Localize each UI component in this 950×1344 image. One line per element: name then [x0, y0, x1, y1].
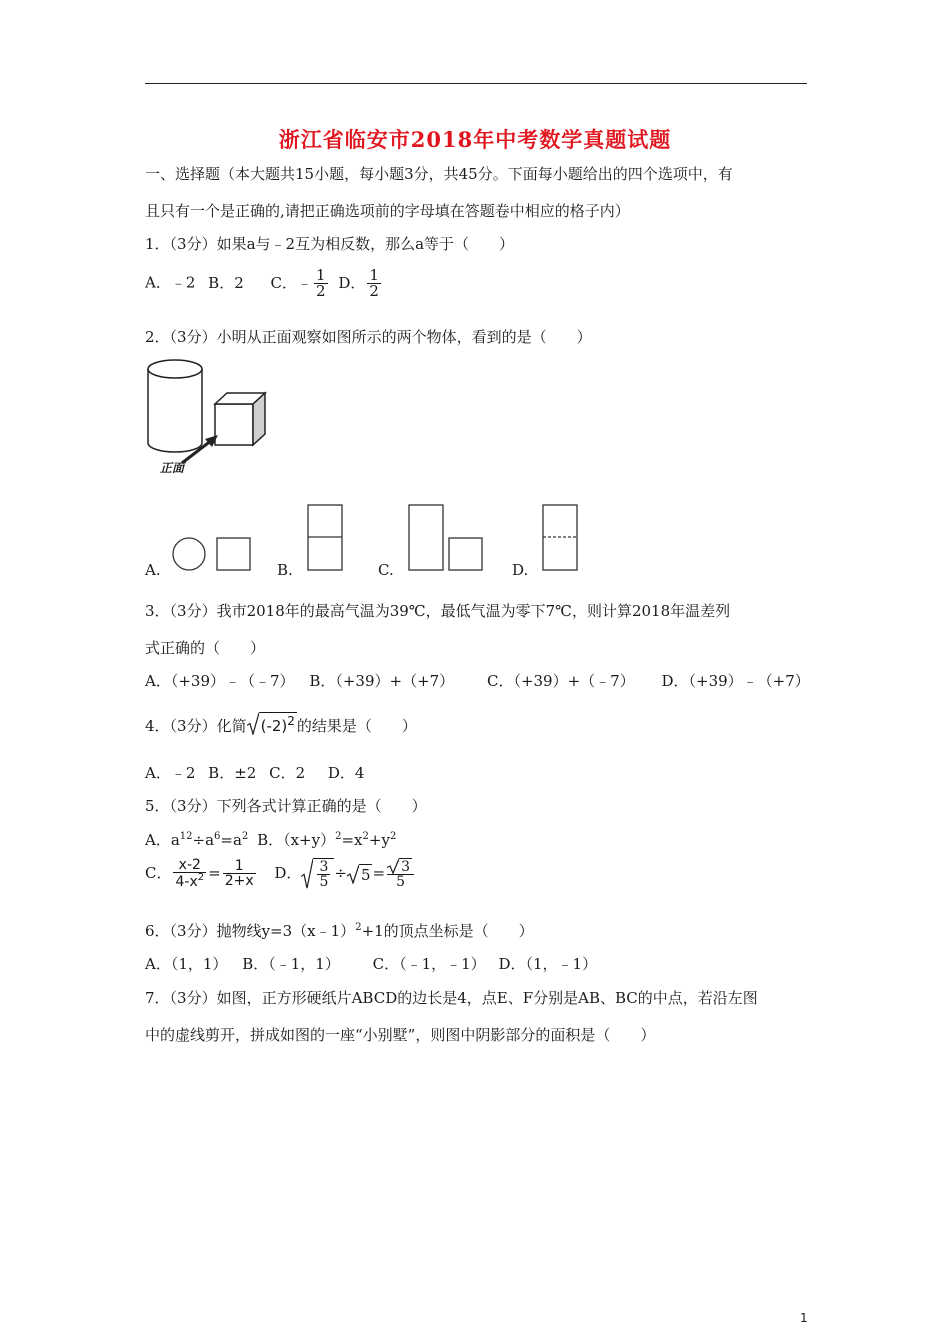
- section-instructions-line1: 一、选择题（本大题共15小题，每小题3分，共45分。下面每小题给出的四个选项中，有: [145, 165, 733, 183]
- q6-option-b: B．（﹣1，1）: [242, 955, 340, 973]
- question-7-stem-line2: 中的虚线剪开，拼成如图的一座“小别墅”，则图中阴影部分的面积是（ ）: [145, 1026, 656, 1044]
- question-5-options-ab: [145, 829, 396, 850]
- q4-option-c: C．2: [269, 764, 306, 782]
- q1-option-d: D． $\frac{1}{2}$: [338, 266, 379, 300]
- q3-option-d: D．（+39）﹣（+7）: [661, 672, 810, 690]
- page-number: 1: [800, 1311, 808, 1325]
- question-3-stem-line1: 3．（3分）我市2018年的最高气温为39℃，最低气温为零下7℃，则计算2018年温差列: [145, 602, 731, 620]
- question-3-options: [145, 670, 810, 691]
- question-4-options: [145, 762, 364, 783]
- q5-option-d: D． $\frac{3}{5}$ ÷ 5 = $\frac{3}{5}$: [274, 864, 416, 882]
- q2-option-d-figure: [540, 503, 580, 573]
- q4-option-d: D．4: [327, 764, 365, 782]
- q4-radical: $(-2)^2$: [247, 712, 297, 735]
- question-1-stem: 1．（3分）如果a与﹣2互为相反数，那么a等于（ ）: [145, 235, 515, 253]
- question-5-stem: 5．（3分）下列各式计算正确的是（ ）: [145, 797, 427, 815]
- question-1-options: [145, 268, 383, 299]
- q2-option-c-figure: [406, 503, 486, 573]
- question-5-options-cd: [145, 858, 416, 889]
- q2-option-a-figure: [170, 535, 255, 573]
- q6-option-a: A．（1，1）: [145, 955, 228, 973]
- q2-option-a-label: A.: [145, 561, 161, 579]
- question-6-stem: 6．（3分）抛物线y=3（x﹣1）$^2$+1的顶点坐标是（ ）: [145, 922, 534, 940]
- q1-option-a: A．﹣2: [145, 273, 196, 292]
- q2-option-b-figure: [305, 503, 345, 573]
- question-6-options: [145, 953, 597, 974]
- question-2-stem: 2．（3分）小明从正面观察如图所示的两个物体，看到的是（ ）: [145, 328, 592, 346]
- q6-option-d: D．（1，﹣1）: [498, 955, 598, 973]
- header-rule: [145, 83, 807, 84]
- q5-option-a: A．$a^{12}\div a^6=a^2$: [145, 831, 249, 849]
- page-title: 浙江省临安市2018年中考数学真题试题: [278, 127, 672, 152]
- q2-option-d-label: D.: [512, 561, 529, 579]
- q3-option-c: C．（+39）+（﹣7）: [486, 672, 635, 690]
- q4-option-b: B．±2: [208, 764, 257, 782]
- q3-option-a: A．（+39）﹣（﹣7）: [145, 672, 295, 690]
- q2-option-c-label: C.: [378, 561, 394, 579]
- q5-option-c: C． $\frac{x-2}{4-x^2}$ = $\frac{1}{2+x}$: [145, 857, 254, 890]
- q1-option-c-fraction: $\frac{1}{2}$: [316, 266, 326, 300]
- q1-option-c: C．﹣ $\frac{1}{2}$: [270, 266, 326, 300]
- q1-option-d-fraction: $\frac{1}{2}$: [369, 266, 379, 300]
- q4-option-a: A．﹣2: [145, 764, 196, 782]
- question-7-stem-line1: 7．（3分）如图，正方形硬纸片ABCD的边长是4，点E、F分别是AB、BC的中点，若沿左图: [145, 989, 758, 1007]
- question-4-stem: 4．（3分）化简 $(-2)^2$ 的结果是（ ）: [145, 714, 417, 735]
- q1-option-b: B．2: [208, 273, 244, 292]
- question-3-stem-line2: 式正确的（ ）: [145, 639, 266, 657]
- front-view-label: 正面: [160, 461, 185, 475]
- q2-option-b-label: B.: [277, 561, 293, 579]
- q6-option-c: C．（﹣1，﹣1）: [372, 955, 486, 973]
- q5-option-b: B．$(x+y)^2=x^2+y^2$: [257, 831, 397, 849]
- section-instructions-line2: 且只有一个是正确的,请把正确选项前的字母填在答题卷中相应的格子内）: [145, 202, 630, 220]
- q3-option-b: B．（+39）+（+7）: [309, 672, 455, 690]
